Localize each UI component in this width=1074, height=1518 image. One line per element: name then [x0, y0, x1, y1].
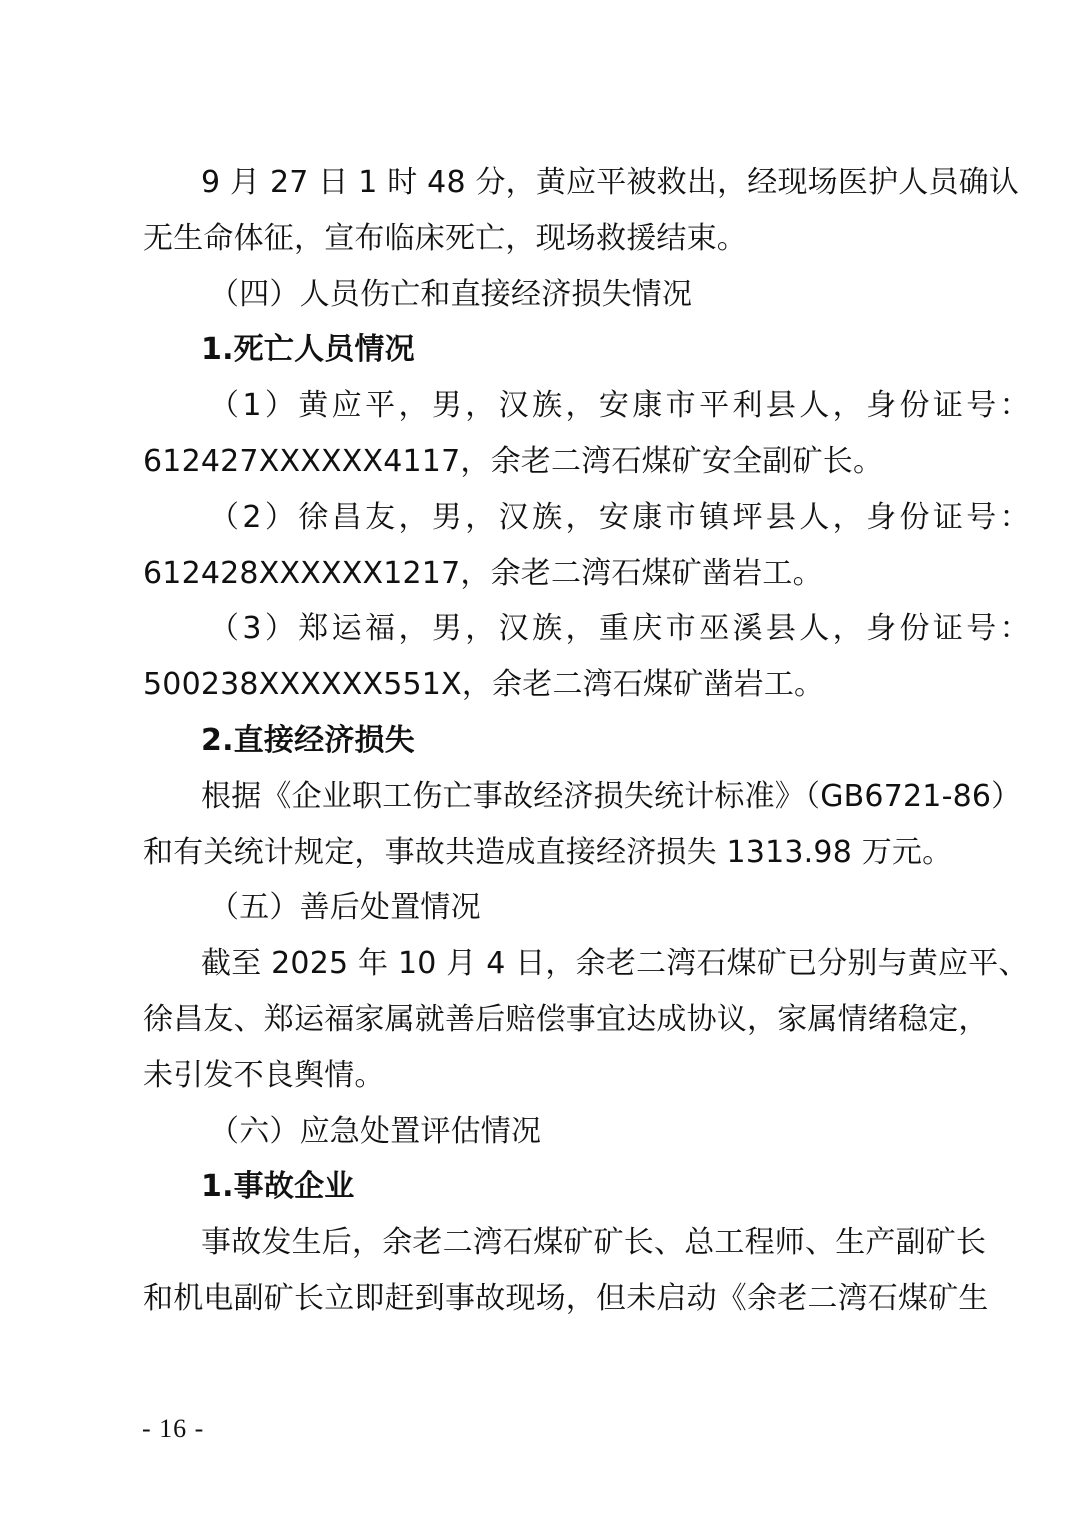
subsection-heading: 1.事故企业: [201, 1169, 355, 1205]
paragraph-line: （2）徐昌友，男，汉族，安康市镇坪县人，身份证号：: [209, 499, 1034, 535]
paragraph-line: 无生命体征，宣布临床死亡，现场救援结束。: [143, 220, 747, 256]
document-body: [143, 155, 1034, 1327]
paragraph-line: 事故发生后，余老二湾石煤矿矿长、总工程师、生产副矿长: [201, 1225, 987, 1261]
section-heading: （四）人员伤亡和直接经济损失情况: [209, 276, 693, 312]
paragraph-line: （3）郑运福，男，汉族，重庆市巫溪县人，身份证号：: [209, 611, 1034, 647]
paragraph-line: （1）黄应平，男，汉族，安康市平利县人，身份证号：: [209, 388, 1034, 424]
page-number: - 16 -: [142, 1414, 205, 1443]
paragraph-line: 9 月 27 日 1 时 48 分，黄应平被救出，经现场医护人员确认: [201, 165, 1020, 200]
paragraph-line: 未引发不良舆情。: [143, 1057, 385, 1093]
paragraph-line: 500238XXXXXX551X，余老二湾石煤矿凿岩工。: [143, 667, 825, 703]
section-heading: （六）应急处置评估情况: [209, 1113, 542, 1149]
paragraph-line: 根据《企业职工伤亡事故经济损失统计标准》（GB6721-86）: [201, 778, 1022, 814]
paragraph-line: 徐昌友、郑运福家属就善后赔偿事宜达成协议，家属情绪稳定，: [143, 1001, 989, 1037]
paragraph-line: 和有关统计规定，事故共造成直接经济损失 1313.98 万元。: [143, 834, 953, 870]
paragraph-line: 612428XXXXXX1217，余老二湾石煤矿凿岩工。: [143, 555, 823, 591]
paragraph-line: 截至 2025 年 10 月 4 日，余老二湾石煤矿已分别与黄应平、: [201, 946, 1029, 982]
section-heading: （五）善后处置情况: [209, 890, 481, 926]
subsection-heading: 1.死亡人员情况: [201, 332, 415, 368]
subsection-heading: 2.直接经济损失: [201, 722, 415, 758]
paragraph-line: 和机电副矿长立即赶到事故现场，但未启动《余老二湾石煤矿生: [143, 1280, 989, 1316]
paragraph-line: 612427XXXXXX4117，余老二湾石煤矿安全副矿长。: [143, 443, 884, 479]
